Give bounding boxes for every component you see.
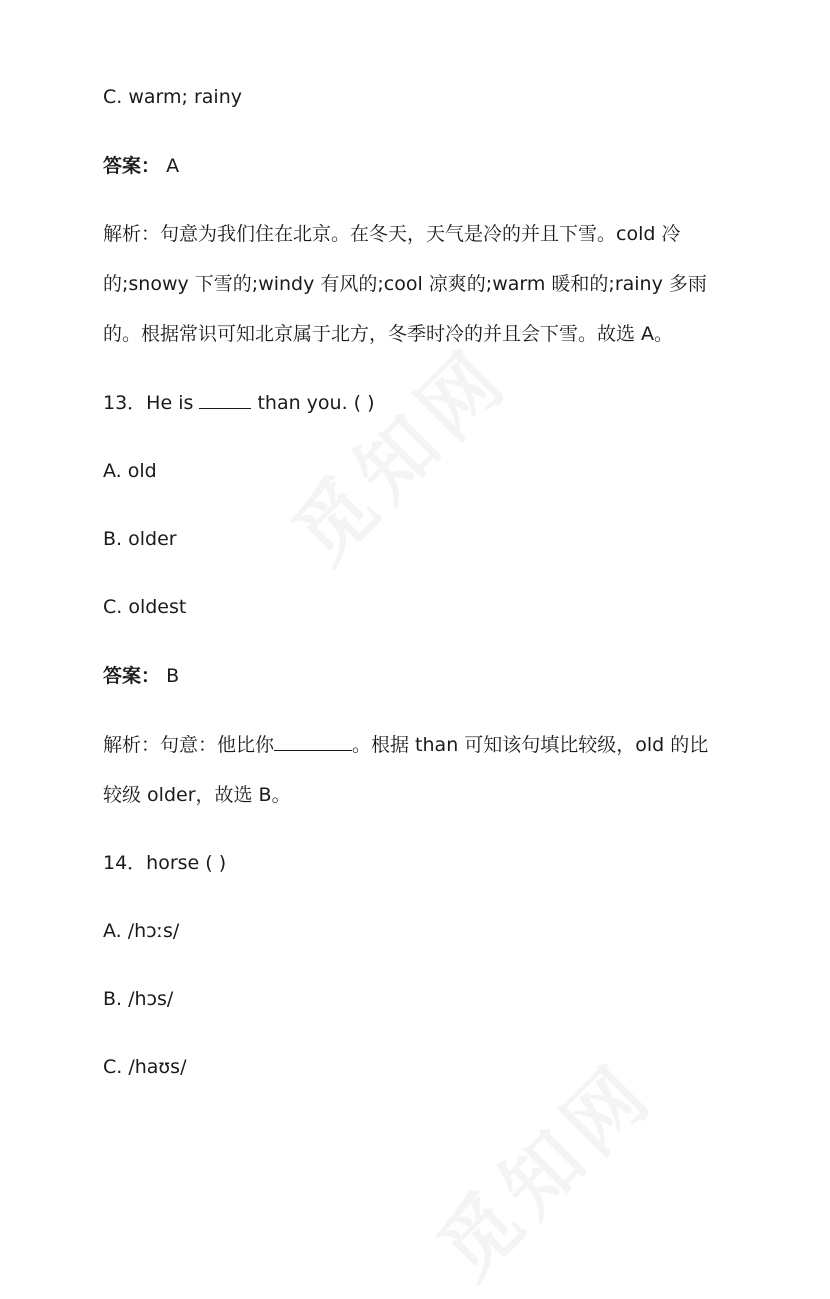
q14-stem: 14．horse ( ): [103, 852, 227, 874]
q12-explanation-line-2: 的;snowy 下雪的;windy 有风的;cool 凉爽的;warm 暖和的;rainy 多雨: [103, 273, 707, 295]
q13-explanation-line-2: 较级 older，故选 B。: [103, 784, 291, 806]
watermark: [264, 318, 530, 584]
q13-exp-end: 。根据 than 可知该句填比较级，old 的比: [352, 734, 709, 756]
watermark: [409, 1033, 675, 1299]
q13-stem-end: than you. ( ): [251, 392, 375, 414]
q14-option-b: B. /hɔs/: [103, 988, 174, 1010]
q14-option-a: A. /hɔːs/: [103, 920, 180, 942]
q13-answer: [103, 663, 179, 689]
q12-explanation-line-1: 解析：句意为我们住在北京。在冬天，天气是冷的并且下雪。cold 冷: [103, 223, 681, 245]
q12-answer: [103, 153, 179, 179]
q13-stem: [103, 390, 375, 416]
q13-option-b: B. older: [103, 528, 177, 550]
q13-exp-start: 解析：句意：他比你: [103, 734, 275, 756]
q14-option-c: C. /haʊs/: [103, 1056, 187, 1078]
answer-value: A: [166, 155, 180, 177]
q13-stem-start: 13．He is: [103, 392, 200, 414]
q13-option-a: A. old: [103, 460, 157, 482]
q12-option-c: C. warm; rainy: [103, 86, 242, 108]
fill-blank: [199, 390, 251, 409]
q13-explanation-line-1: [103, 732, 708, 758]
answer-label: 答案：: [103, 665, 161, 687]
q13-option-c: C. oldest: [103, 596, 187, 618]
q12-explanation-line-3: 的。根据常识可知北京属于北方，冬季时冷的并且会下雪。故选 A。: [103, 323, 674, 345]
fill-blank: [274, 732, 352, 751]
answer-value: B: [166, 665, 180, 687]
answer-label: 答案：: [103, 155, 161, 177]
